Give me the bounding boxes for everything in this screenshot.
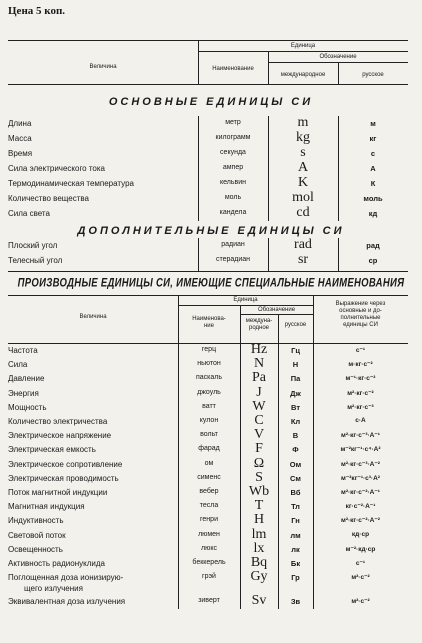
expression-cell: с⁻¹ <box>355 347 366 354</box>
unit-name-cell: генри <box>200 516 218 524</box>
table-row <box>8 237 408 256</box>
quantity-cell: Масса <box>8 134 32 143</box>
ru-symbol-cell: м <box>370 119 376 128</box>
header2-designation: Обозначение <box>257 307 296 313</box>
ru-symbol-cell: А <box>370 164 376 173</box>
header2-name: Наименова- ние <box>192 316 226 329</box>
intl-symbol-cell: Wb <box>248 484 270 499</box>
expression-cell: кг·с⁻²·А⁻¹ <box>345 503 376 511</box>
price-label: Цена 5 коп. <box>8 5 66 17</box>
table-row <box>8 569 408 594</box>
intl-symbol-cell: Bq <box>250 555 268 570</box>
ru-symbol-cell: кд <box>368 209 378 218</box>
intl-symbol-cell: S <box>255 469 263 485</box>
quantity-cell: Активность радионуклида <box>8 559 105 568</box>
ru-symbol-cell: В <box>292 431 299 441</box>
expression-cell: м²·кг·с⁻³ <box>347 403 374 411</box>
ru-symbol-cell: Вб <box>290 488 301 497</box>
quantity-cell: Поток магнитной индукции <box>8 488 108 497</box>
expression-cell: м²·кг·с⁻²·А⁻² <box>341 517 380 525</box>
quantity-cell: Термодинамическая температура <box>8 179 134 188</box>
unit-name-cell: люкс <box>201 544 217 552</box>
unit-name-cell: ампер <box>222 164 244 171</box>
unit-name-cell: секунда <box>220 149 246 156</box>
expression-cell: с·А <box>355 417 366 424</box>
ru-symbol-cell: лк <box>291 544 300 554</box>
base-units-title: ОСНОВНЫЕ ЕДИНИЦЫ СИ <box>108 96 314 108</box>
ru-symbol-cell: Гр <box>291 573 300 583</box>
intl-symbol-cell: Gy <box>250 569 268 585</box>
ru-symbol-cell: Ом <box>289 459 302 469</box>
intl-symbol-cell: J <box>256 384 262 400</box>
header2-quantity: Величина <box>79 314 107 320</box>
header-designation: Обозначение <box>319 54 357 60</box>
intl-symbol-cell: Hz <box>250 342 268 357</box>
header2-unit: Единица <box>233 297 258 303</box>
ru-symbol-cell: Бк <box>290 559 301 568</box>
expression-cell: м²·кг·с⁻³·А⁻¹ <box>341 432 380 440</box>
ru-symbol-cell: Зв <box>290 597 301 607</box>
intl-symbol-cell: kg <box>296 130 310 145</box>
intl-symbol-cell: cd <box>296 205 310 220</box>
quantity-cell: Электрическое сопротивление <box>8 459 123 469</box>
expression-cell: м⁻²кг⁻¹·с³·А² <box>341 474 380 482</box>
ru-symbol-cell: лм <box>290 530 301 540</box>
intl-symbol-cell: Ω <box>253 455 265 471</box>
intl-symbol-cell: K <box>297 175 309 190</box>
table-row <box>8 252 408 271</box>
quantity-cell: Давление <box>8 374 45 384</box>
unit-name-cell: джоуль <box>197 388 221 396</box>
quantity-cell: Эквивалентная доза излучения <box>8 597 126 607</box>
table-row <box>8 175 408 194</box>
quantity-cell: Телесный угол <box>8 256 63 265</box>
header2-expression: Выражение через основные и до- полнительные единицы СИ <box>335 301 386 328</box>
intl-symbol-cell: lm <box>251 526 267 542</box>
quantity-cell: Освещенность <box>8 544 63 554</box>
quantity-cell: Количество вещества <box>8 194 90 203</box>
supplementary-units-title: ДОПОЛНИТЕЛЬНЫЕ ЕДИНИЦЫ СИ <box>77 225 345 237</box>
unit-name-cell: кельвин <box>219 179 247 186</box>
intl-symbol-cell: Pa <box>252 370 266 386</box>
ru-symbol-cell: с <box>370 149 376 158</box>
unit-name-cell: килограмм <box>215 134 251 141</box>
table-row <box>8 130 408 149</box>
header2-international: междуна- родное <box>245 318 273 331</box>
unit-name-cell: герц <box>201 346 217 353</box>
ru-symbol-cell: рад <box>366 241 380 250</box>
intl-symbol-cell: mol <box>292 190 314 205</box>
unit-name-cell: ньютон <box>197 360 221 368</box>
ru-symbol-cell: См <box>290 473 301 483</box>
ru-symbol-cell: К <box>370 179 376 188</box>
ru-symbol-cell: Тл <box>291 502 300 512</box>
quantity-cell: Количество электричества <box>8 417 108 426</box>
intl-symbol-cell: H <box>253 512 265 528</box>
header-quantity: Величина <box>89 64 117 70</box>
header-russian: русское <box>362 72 384 78</box>
ru-symbol-cell: моль <box>363 194 383 203</box>
intl-symbol-cell: sr <box>297 252 309 267</box>
intl-symbol-cell: lx <box>253 540 265 556</box>
unit-name-cell: тесла <box>199 502 219 510</box>
expression-cell: кд·ср <box>351 530 370 538</box>
unit-name-cell: радиан <box>221 241 245 248</box>
header-unit: Единица <box>290 43 316 49</box>
expression-cell: м²·кг·с⁻²·А⁻¹ <box>341 489 380 496</box>
ru-symbol-cell: кг <box>369 134 377 143</box>
unit-name-cell: люмен <box>198 530 220 538</box>
intl-symbol-cell: T <box>254 498 264 514</box>
quantity-cell: Электрическая емкость <box>8 445 96 455</box>
expression-cell: м²·кг·с⁻³·А⁻² <box>341 460 380 468</box>
unit-name-cell: ватт <box>202 402 216 410</box>
ru-symbol-cell: Кл <box>290 417 301 426</box>
unit-name-cell: зиверт <box>198 597 220 605</box>
quantity-cell: Электрическое напряжение <box>8 431 112 441</box>
unit-name-cell: сименс <box>197 473 221 481</box>
intl-symbol-cell: rad <box>294 237 312 252</box>
unit-name-cell: грэй <box>202 573 216 581</box>
ru-symbol-cell: Гц <box>291 346 300 355</box>
intl-symbol-cell: s <box>300 145 306 160</box>
intl-symbol-cell: N <box>253 356 265 372</box>
quantity-cell: Электрическая проводимость <box>8 473 119 483</box>
intl-symbol-cell: Sv <box>251 593 267 609</box>
quantity-cell-continued: щего излучения <box>24 584 83 594</box>
quantity-cell: Длина <box>8 119 32 128</box>
header-international: международное <box>280 72 326 78</box>
ru-symbol-cell: Ф <box>292 445 299 455</box>
header2-russian: русское <box>284 322 307 328</box>
quantity-cell: Плоский угол <box>8 241 58 250</box>
quantity-cell: Время <box>8 149 33 158</box>
expression-cell: м²·кг·с⁻² <box>347 389 374 397</box>
quantity-cell: Поглощенная доза ионизирую- <box>8 573 124 583</box>
unit-name-cell: беккерель <box>192 559 226 566</box>
unit-name-cell: метр <box>225 119 241 126</box>
quantity-cell: Световой поток <box>8 530 66 540</box>
quantity-cell: Мощность <box>8 402 47 412</box>
expression-cell: м⁻¹·кг·с⁻² <box>345 375 376 383</box>
intl-symbol-cell: C <box>254 413 264 428</box>
ru-symbol-cell: Вт <box>291 402 300 412</box>
expression-cell: с⁻¹ <box>355 560 366 567</box>
quantity-cell: Энергия <box>8 388 39 398</box>
table-row <box>8 190 408 209</box>
unit-name-cell: ом <box>204 459 214 467</box>
derived-units-title: ПРОИЗВОДНЫЕ ЕДИНИЦЫ СИ, ИМЕЮЩИЕ СПЕЦИАЛЬНЫЕ НАИМЕНОВАНИЯ <box>17 276 405 291</box>
expression-cell: м²·с⁻² <box>351 598 370 606</box>
unit-name-cell: вольт <box>200 431 218 439</box>
ru-symbol-cell: Гн <box>291 516 300 526</box>
unit-name-cell: кандела <box>219 209 247 216</box>
expression-cell: м⁻²·кд·ср <box>345 545 376 553</box>
intl-symbol-cell: F <box>255 441 263 457</box>
intl-symbol-cell: A <box>297 160 309 175</box>
unit-name-cell: фарад <box>198 445 220 453</box>
expression-cell: м²·с⁻² <box>351 574 370 582</box>
header-name: Наименование <box>212 66 254 72</box>
ru-symbol-cell: Дж <box>290 388 301 398</box>
unit-name-cell: вебер <box>199 488 219 495</box>
quantity-cell: Сила электрического тока <box>8 164 105 173</box>
table-row <box>8 205 408 224</box>
unit-name-cell: кулон <box>199 417 219 424</box>
quantity-cell: Магнитная индукция <box>8 502 85 512</box>
table-row <box>8 115 408 134</box>
table-row <box>8 145 408 164</box>
expression-cell: м·кг·с⁻² <box>348 361 373 369</box>
quantity-cell: Сила света <box>8 209 50 218</box>
unit-name-cell: стерадиан <box>215 256 251 263</box>
ru-symbol-cell: Н <box>292 360 299 370</box>
table-row <box>8 160 408 179</box>
unit-name-cell: паскаль <box>195 374 223 382</box>
quantity-cell: Сила <box>8 360 28 370</box>
expression-cell: м⁻²кг⁻¹·с⁴·А² <box>340 446 381 454</box>
quantity-cell: Частота <box>8 346 38 355</box>
intl-symbol-cell: W <box>252 398 266 414</box>
quantity-cell: Индуктивность <box>8 516 64 526</box>
table-row <box>8 593 408 612</box>
ru-symbol-cell: Па <box>290 374 301 384</box>
ru-symbol-cell: ср <box>368 256 378 265</box>
intl-symbol-cell: m <box>297 115 309 130</box>
unit-name-cell: моль <box>224 194 242 201</box>
intl-symbol-cell: V <box>253 427 265 443</box>
